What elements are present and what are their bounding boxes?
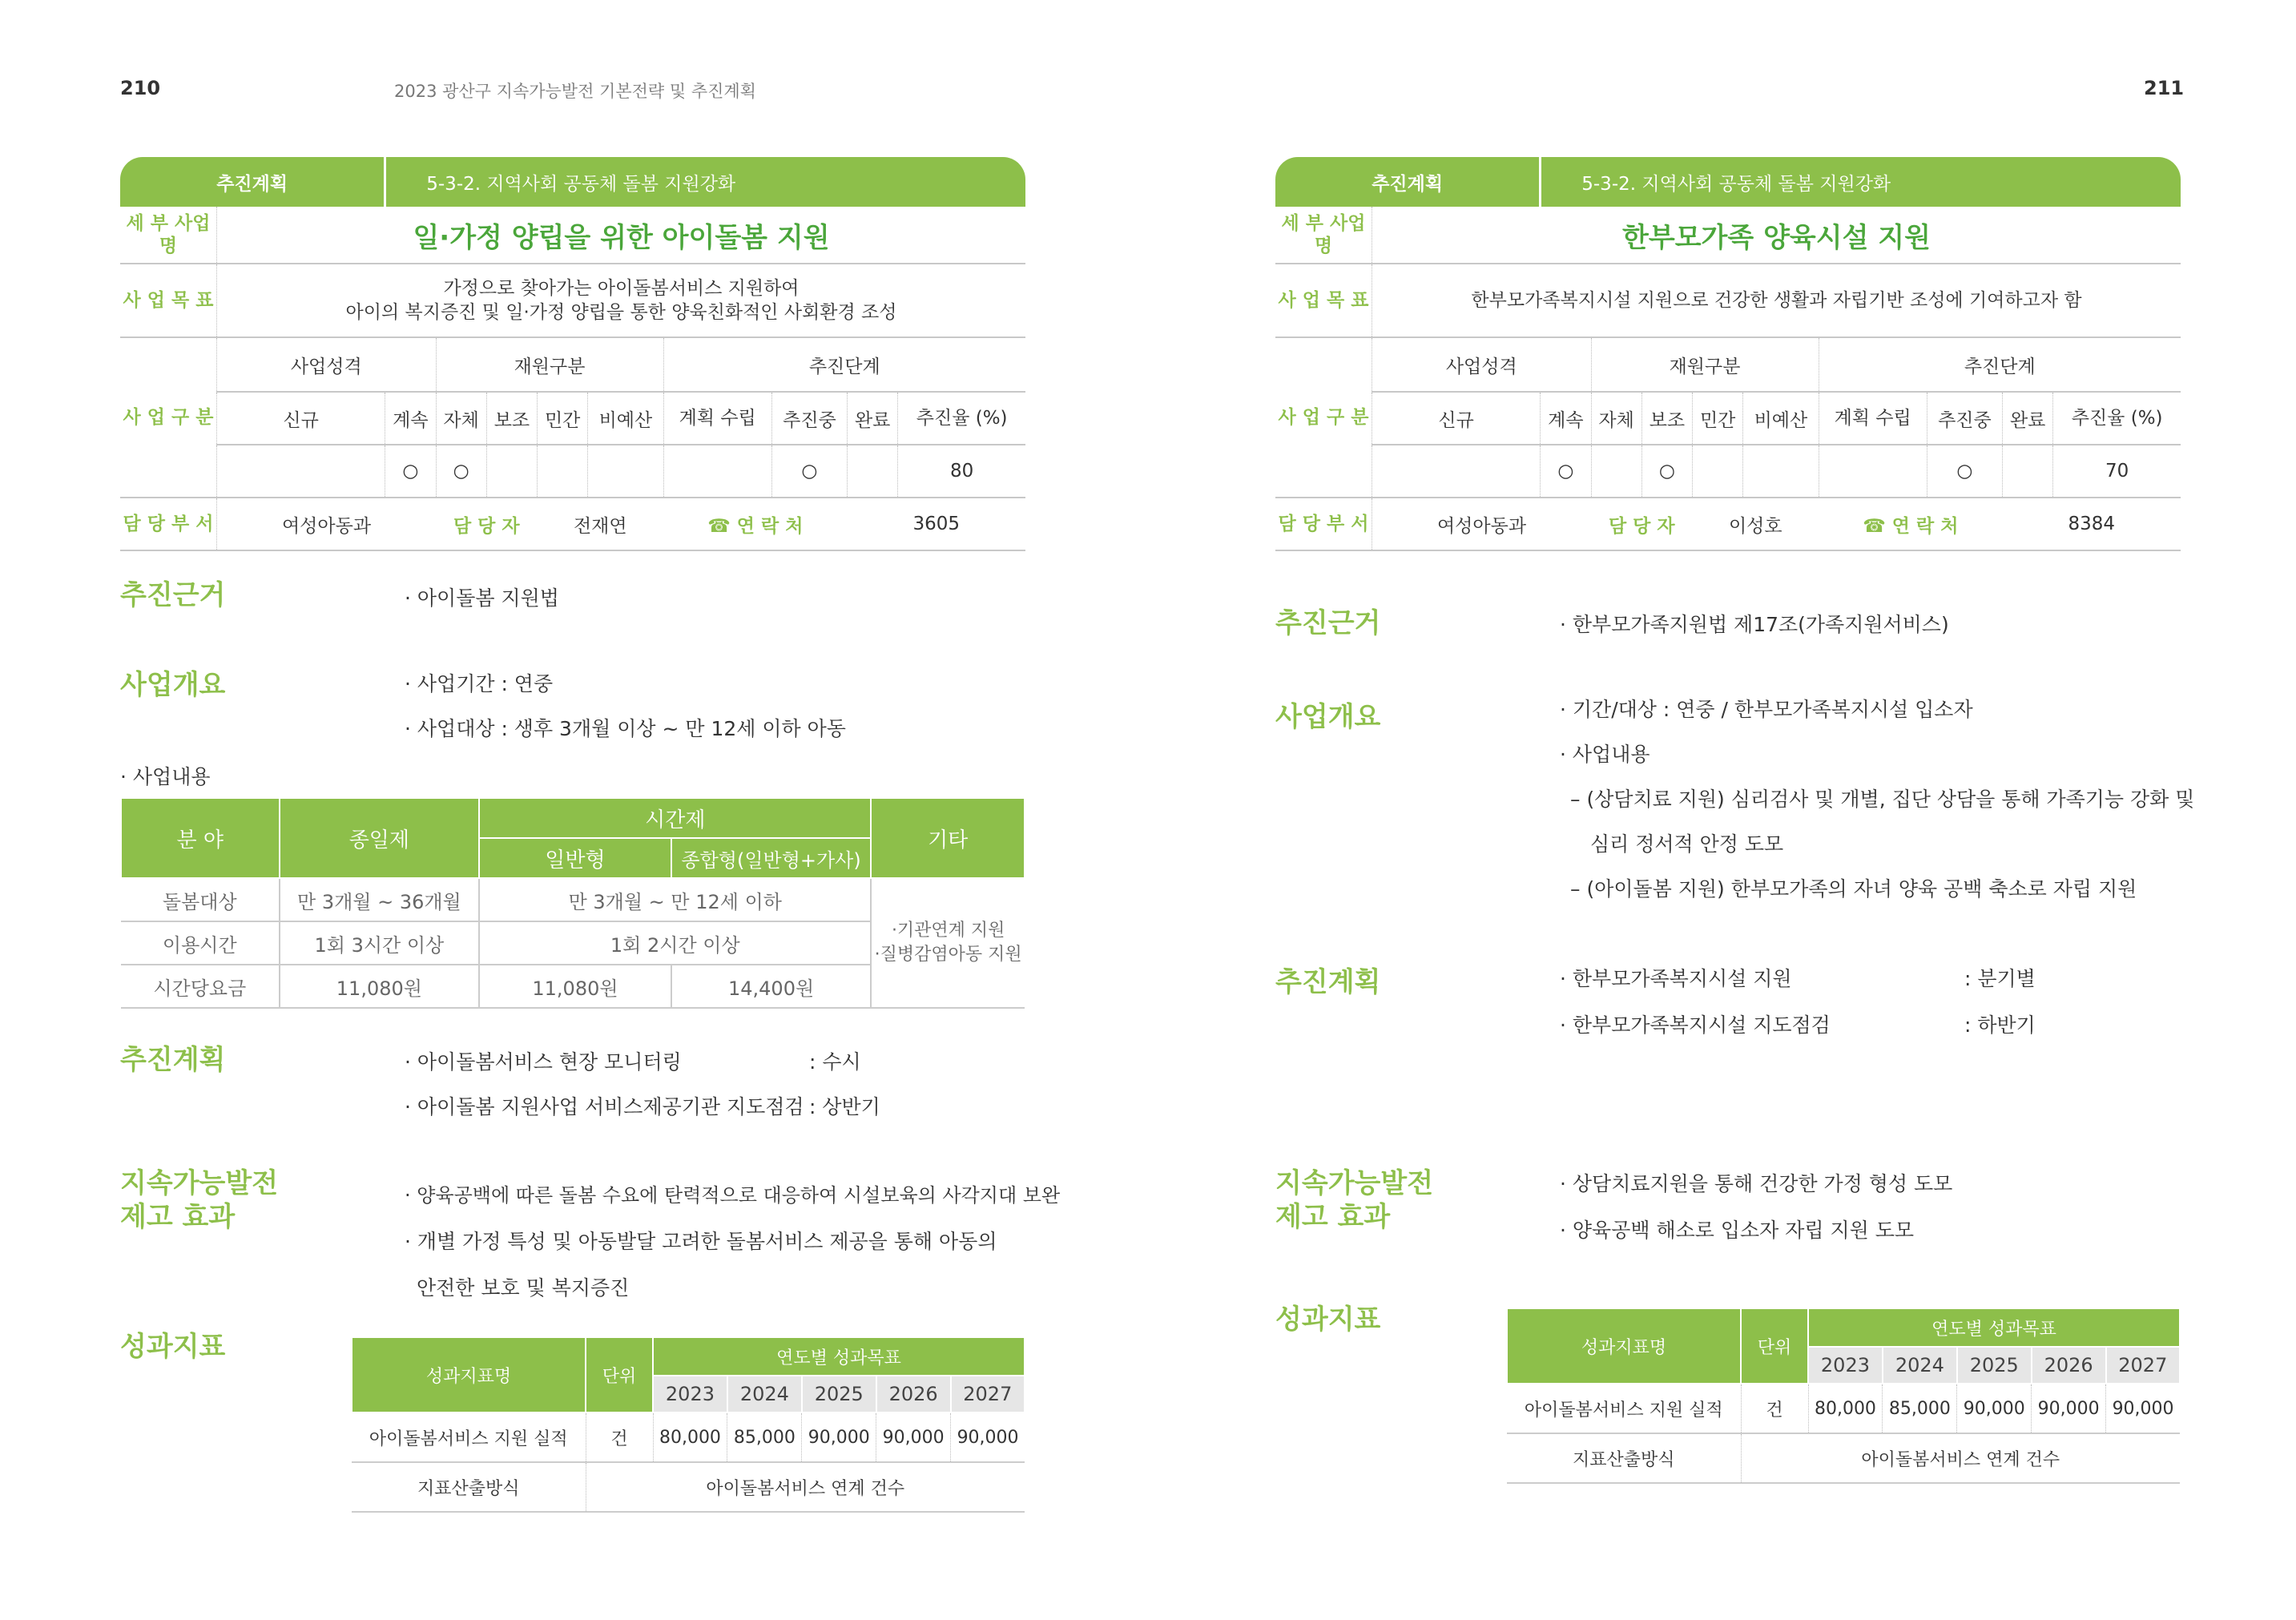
contact: 3605 [848,498,1025,550]
mark-cell [1819,445,1927,498]
kpi-method: 아이돌봄서비스 연계 건수 [586,1462,1025,1512]
col-header: 계속 [1541,392,1591,445]
sd-head-line: 제고 효과 [1275,1201,1391,1233]
col-header: 추진율 (%) [2053,392,2181,445]
sd-item: · 양육공백 해소로 입소자 자립 지원 도모 [1560,1219,1915,1242]
plan-item: · 아이돌봄 지원사업 서비스제공기관 지도점검 [405,1095,804,1118]
section-overview: 사업개요 [120,669,226,701]
key-goal: 사 업 목 표 [120,264,217,337]
mark-cell [1693,445,1743,498]
col-header: 보조 [1641,392,1692,445]
mark-cell [848,445,898,498]
right-page-number: 211 [2144,77,2185,99]
plan-label: 추진계획 [120,157,385,207]
kpi-value: 80,000 [1808,1384,1883,1433]
kpi-method-label: 지표산출방식 [352,1462,586,1512]
mark-cell: ○ [436,445,486,498]
kpi-year: 2026 [2032,1347,2106,1384]
plan-item: · 아이돌봄서비스 현장 모니터링 [405,1050,682,1074]
section-plan: 추진계획 [120,1044,226,1076]
kpi-year: 2024 [1883,1347,1957,1384]
kpi-table [351,1336,1025,1513]
plan-when: : 수시 [809,1050,861,1074]
kpi-year: 2025 [1957,1347,2032,1384]
ct-row-label: 이용시간 [121,921,280,965]
section-sd [120,1167,278,1234]
overview-item: · 사업기간 : 연중 [405,672,554,695]
ct-h-etc: 기타 [871,798,1025,878]
kpi-name: 아이돌봄서비스 지원 실적 [1507,1384,1741,1433]
sd-head-line: 지속가능발전 [1275,1167,1434,1199]
section-overview: 사업개요 [1275,701,1381,733]
kpi-method: 아이돌봄서비스 연계 건수 [1741,1433,2180,1483]
section-plan: 추진계획 [1275,966,1381,998]
key-division: 사 업 구 분 [1275,337,1372,498]
key-project-name: 세 부 사업명 [1275,207,1372,264]
right-page [1275,157,2181,551]
col-header: 추진중 [771,392,847,445]
group-nature: 사업성격 [1372,337,1592,392]
ct-row-label: 돌봄대상 [121,878,280,921]
key-dept: 담 당 부 서 [1275,498,1372,550]
ct-cell: 1회 3시간 이상 [280,921,480,965]
goal-line: 한부모가족복지시설 지원으로 건강한 생활과 자립기반 조성에 기여하고자 함 [1471,290,2082,311]
project-name: 한부모가족 양육시설 지원 [1372,207,2181,264]
kpi-h-years: 연도별 성과목표 [653,1337,1025,1376]
group-funding: 재원구분 [436,337,663,392]
mark-cell [2003,445,2053,498]
ct-etc-line: ·기관연계 지원 [891,921,1005,941]
kpi-year: 2027 [2106,1347,2180,1384]
sd-item: · 상담치료지원을 통해 건강한 가정 형성 도모 [1560,1172,1953,1195]
kpi-h-name: 성과지표명 [1507,1308,1741,1384]
ct-h-time: 시간제 [479,798,871,838]
ct-h-full: 종일제 [280,798,480,878]
mark-cell [1743,445,1819,498]
kpi-year: 2026 [876,1376,951,1412]
key-division: 사 업 구 분 [120,337,217,498]
col-header: 민간 [1693,392,1743,445]
kpi-unit: 건 [1741,1384,1808,1433]
progress-rate: 80 [898,445,1025,498]
mark-cell: ○ [1927,445,2002,498]
sd-head-line: 지속가능발전 [120,1167,279,1199]
mark-cell [1372,445,1541,498]
content-label: · 사업내용 [120,765,211,788]
progress-rate: 70 [2053,445,2181,498]
section-kpi: 성과지표 [1275,1304,1381,1336]
manager-label: 담 당 자 [436,498,538,550]
col-header: 계획 수립 [1819,392,1927,445]
plan-code: 5-3-2. 지역사회 공동체 돌봄 지원강화 [385,157,1025,207]
ct-cell: 11,080원 [280,965,480,1008]
goal-line: 가정으로 찾아가는 아이돌봄서비스 지원하여 [443,278,800,299]
ct-cell: 만 3개월 ~ 만 12세 이하 [479,878,871,921]
plan-when: : 상반기 [809,1095,880,1118]
contact: 8384 [2003,498,2181,550]
kpi-table-wrap [351,1336,1025,1513]
col-header: 비예산 [588,392,663,445]
col-header: 자체 [436,392,486,445]
summary-table [120,157,1025,551]
kpi-method-label: 지표산출방식 [1507,1433,1741,1483]
section-basis: 추진근거 [1275,607,1381,639]
col-header: 계속 [385,392,436,445]
key-dept: 담 당 부 서 [120,498,217,550]
col-header: 완료 [2003,392,2053,445]
mark-cell [588,445,663,498]
group-stage: 추진단계 [663,337,1025,392]
plan-when: : 하반기 [1964,1014,2036,1037]
content-table [120,797,1025,1009]
overview-item: – (상담치료 지원) 심리검사 및 개별, 집단 상담을 통해 가족기능 강화 및 [1570,788,2195,811]
plan-when: : 분기별 [1964,967,2036,990]
manager-label: 담 당 자 [1591,498,1693,550]
ct-row-label: 시간당요금 [121,965,280,1008]
mark-cell [1591,445,1641,498]
ct-etc [871,878,1025,1008]
kpi-h-years: 연도별 성과목표 [1808,1308,2180,1347]
ct-etc-line: ·질병감염아동 지원 [874,945,1022,965]
col-header: 계획 수립 [663,392,771,445]
project-name: 일·가정 양립을 위한 아이돌봄 지원 [217,207,1026,264]
manager: 전재연 [538,498,663,550]
kpi-year: 2023 [1808,1347,1883,1384]
kpi-year: 2027 [951,1376,1025,1412]
kpi-h-unit: 단위 [586,1337,653,1412]
col-header: 비예산 [1743,392,1819,445]
kpi-h-name: 성과지표명 [352,1337,586,1412]
col-header: 신규 [1372,392,1541,445]
sd-item: · 개별 가정 특성 및 아동발달 고려한 돌봄서비스 제공을 통해 아동의 [405,1230,997,1253]
ct-cell: 만 3개월 ~ 36개월 [280,878,480,921]
sd-item: 안전한 보호 및 복지증진 [417,1276,630,1300]
kpi-value: 90,000 [2032,1384,2106,1433]
kpi-table-wrap [1506,1308,2181,1484]
mark-cell [486,445,537,498]
manager: 이성호 [1693,498,1819,550]
running-title: 2023 광산구 지속가능발전 기본전략 및 추진계획 [394,82,756,101]
table-row [1507,1384,2180,1433]
key-goal: 사 업 목 표 [1275,264,1372,337]
ct-h-field: 분 야 [121,798,280,878]
col-header: 보조 [486,392,537,445]
left-page-number: 210 [120,77,161,99]
plan-label: 추진계획 [1275,157,1541,207]
contact-label: ☎ 연 락 처 [1819,498,2003,550]
kpi-value: 85,000 [1883,1384,1957,1433]
dept: 여성아동과 [1372,498,1592,550]
key-project-name: 세 부 사업명 [120,207,217,264]
kpi-year: 2024 [727,1376,802,1412]
overview-item: · 사업내용 [1560,743,1650,766]
left-page [120,157,1025,551]
table-row [121,878,1025,921]
overview-item: 심리 정서적 안정 도모 [1590,832,1784,856]
section-sd [1275,1167,1433,1234]
kpi-value: 90,000 [876,1412,951,1462]
kpi-h-unit: 단위 [1741,1308,1808,1384]
group-nature: 사업성격 [217,337,437,392]
sd-head-line: 제고 효과 [120,1201,236,1233]
kpi-value: 85,000 [727,1412,802,1462]
kpi-value: 90,000 [951,1412,1025,1462]
kpi-value: 90,000 [802,1412,876,1462]
kpi-value: 80,000 [653,1412,727,1462]
col-header: 추진율 (%) [898,392,1025,445]
section-basis: 추진근거 [120,579,226,611]
kpi-unit: 건 [586,1412,653,1462]
basis-item: · 아이돌봄 지원법 [405,586,559,610]
summary-table [1275,157,2181,551]
mark-cell [217,445,385,498]
content-table-wrap [120,797,1025,1009]
mark-cell: ○ [771,445,847,498]
mark-cell: ○ [1541,445,1591,498]
dept: 여성아동과 [217,498,437,550]
ct-cell: 14,400원 [671,965,872,1008]
table-row [1507,1433,2180,1483]
table-row [352,1412,1025,1462]
mark-cell [538,445,588,498]
plan-item: · 한부모가족복지시설 지도점검 [1560,1014,1831,1037]
kpi-value: 90,000 [1957,1384,2032,1433]
mark-cell [663,445,771,498]
kpi-value: 90,000 [2106,1384,2180,1433]
project-goal [217,264,1026,337]
kpi-year: 2025 [802,1376,876,1412]
plan-code: 5-3-2. 지역사회 공동체 돌봄 지원강화 [1541,157,2181,207]
basis-item: · 한부모가족지원법 제17조(가족지원서비스) [1560,613,1949,636]
col-header: 추진중 [1927,392,2002,445]
ct-h-combined: 종합형(일반형+가사) [671,838,872,878]
ct-h-general: 일반형 [479,838,671,878]
col-header: 자체 [1591,392,1641,445]
group-funding: 재원구분 [1591,337,1819,392]
table-row [352,1462,1025,1512]
project-goal [1372,264,2181,337]
group-stage: 추진단계 [1819,337,2181,392]
col-header: 완료 [848,392,898,445]
kpi-table [1506,1308,2181,1484]
overview-item: · 기간/대상 : 연중 / 한부모가족복지시설 입소자 [1560,698,1973,721]
kpi-name: 아이돌봄서비스 지원 실적 [352,1412,586,1462]
section-kpi: 성과지표 [120,1331,226,1363]
plan-item: · 한부모가족복지시설 지원 [1560,967,1792,990]
overview-item: – (아이돌봄 지원) 한부모가족의 자녀 양육 공백 축소로 자립 지원 [1570,877,2137,901]
col-header: 신규 [217,392,385,445]
kpi-year: 2023 [653,1376,727,1412]
mark-cell: ○ [1641,445,1692,498]
col-header: 민간 [538,392,588,445]
goal-line: 아이의 복지증진 및 일·가정 양립을 통한 양육친화적인 사회환경 조성 [345,302,897,323]
ct-cell: 11,080원 [479,965,671,1008]
overview-item: · 사업대상 : 생후 3개월 이상 ~ 만 12세 이하 아동 [405,717,846,740]
mark-cell: ○ [385,445,436,498]
contact-label: ☎ 연 락 처 [663,498,848,550]
sd-item: · 양육공백에 따른 돌봄 수요에 탄력적으로 대응하여 시설보육의 사각지대 보완 [405,1184,1061,1207]
ct-cell: 1회 2시간 이상 [479,921,871,965]
